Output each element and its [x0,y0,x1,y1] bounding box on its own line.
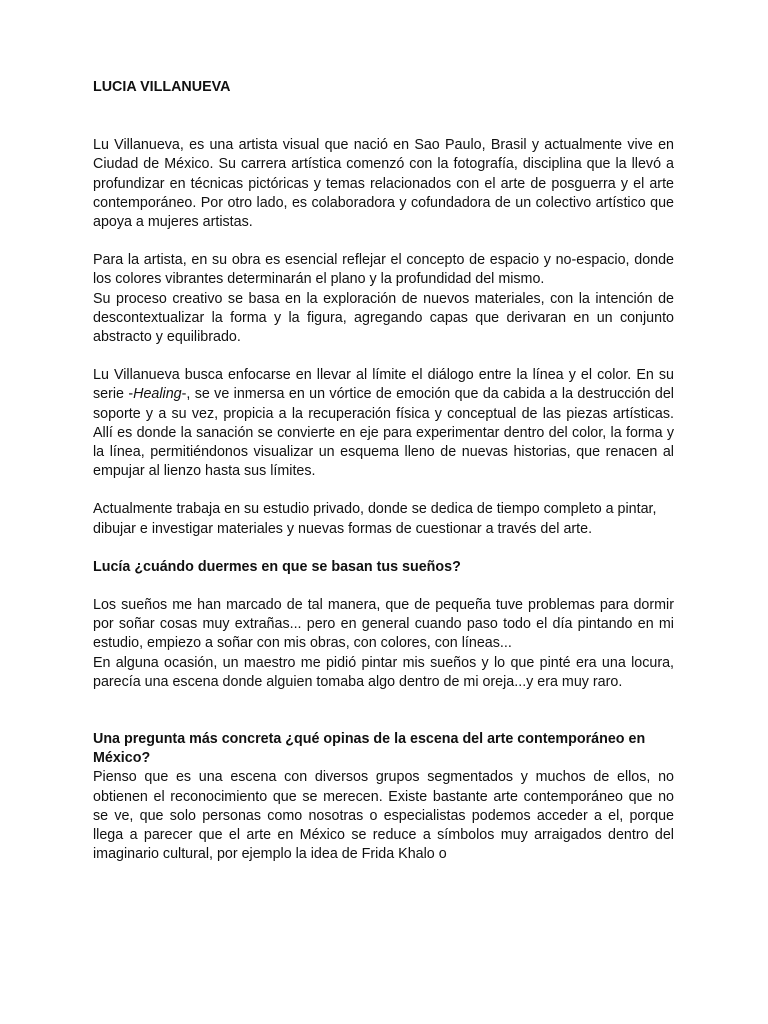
studio-paragraph: Actualmente trabaja en su estudio privado, donde se dedica de tiempo completo a pintar, dibujar e investigar materiales y nuevas formas de cuestionar a través del arte. [93,501,657,537]
question-1: Lucía ¿cuándo duermes en que se basan tus sueños? [93,558,461,575]
healing-text-before: Lu Villanueva busca enfocarse en llevar al límite el diálogo entre la línea y el color. En su serie - [93,367,674,403]
document-page [93,78,674,865]
healing-text-after: -, se ve inmersa en un vórtice de emoción que da cabida a la destrucción del soporte y a su vez, propicia a la recuperación física y conceptual de las piezas artísticas. Allí es donde la sanación se convierte en eje para experimentar dentro del color, la forma y la línea, permitiéndonos visualizar un esquema lleno de nuevas historias, que renacen al empujar al lienzo hasta sus límites. [93,386,674,480]
answer-1-paragraph-2: En alguna ocasión, un maestro me pidió pintar mis sueños y lo que pinté era una locura, parecía una escena donde alguien tomaba algo dentro de mi oreja...y era muy raro. [93,654,674,690]
document-title: LUCIA VILLANUEVA [93,79,231,95]
concept-paragraph-2: Su proceso creativo se basa en la exploración de nuevos materiales, con la intención de descontextualizar la forma y la figura, agregando capas que derivaran en un conjunto abstracto y equilibrado. [93,290,674,346]
question-2: Una pregunta más concreta ¿qué opinas de la escena del arte contemporáneo en México? [93,731,646,767]
answer-2-paragraph: Pienso que es una escena con diversos grupos segmentados y muchos de ellos, no obtienen el reconocimiento que se merecen. Existe bastante arte contemporáneo que no se ve, que solo personas como nosotras o especialistas podemos acceder a el, porque llega a parecer que el arte en México se reduce a símbolos muy arraigados dentro del imaginario cultural, por ejemplo la idea de Frida Khalo o [93,769,674,863]
healing-paragraph [93,366,674,481]
answer-1-paragraph-1: Los sueños me han marcado de tal manera, que de pequeña tuve problemas para dormir por soñar cosas muy extrañas... pero en general cuando paso todo el día pintando en mi estudio, empiezo a soñar con mis obras, con colores, con líneas... [93,597,674,652]
intro-paragraph: Lu Villanueva, es una artista visual que nació en Sao Paulo, Brasil y actualmente vive en Ciudad de México. Su carrera artística comenzó con la fotografía, disciplina que la llevó a profundizar en técnicas pictóricas y temas relacionados con el arte de posguerra y el arte contemporáneo. Por otro lado, es colaboradora y cofundadora de un colectivo artístico que apoya a mujeres artistas. [93,137,674,231]
healing-series-title: Healing [133,386,182,403]
concept-paragraph-1: Para la artista, en su obra es esencial reflejar el concepto de espacio y no-espacio, donde los colores vibrantes determinarán el plano y la profundidad del mismo. [93,252,674,288]
